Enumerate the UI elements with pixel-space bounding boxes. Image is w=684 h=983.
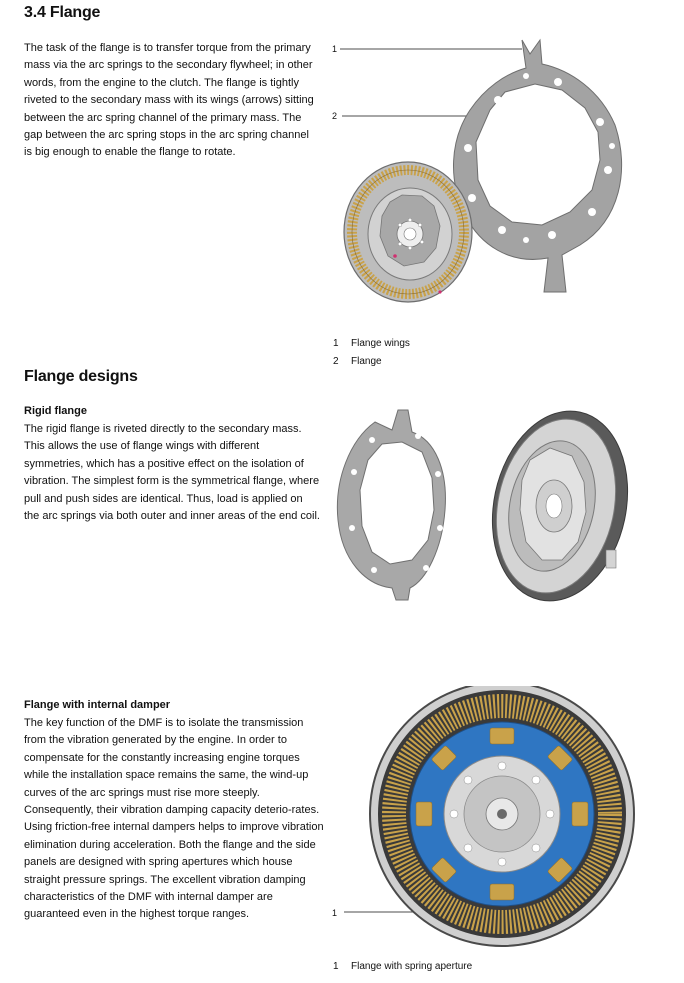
legend-item (333, 353, 410, 371)
legend-text: Flange with spring aperture (351, 961, 473, 972)
rigid-flange-description-text: The rigid flange is riveted directly to the secondary mass. This allows the use of flange wings with different symmetries, which has a positive effect on the isolation of vibration. The simplest form is the symmetrical flange, where pull and push sides are identical. Thus, load is applied on the arc springs via both outer and inner areas of the end coil. (24, 423, 320, 523)
flange-legend (333, 335, 410, 371)
internal-damper-description (24, 715, 326, 924)
flange-description-text: The task of the flange is to transfer torque from the primary mass via the arc springs to the secondary flywheel; in other words, from the engine to the clutch. The flange is tightly riveted to the secondary mass with its wings (arrows) sitting between the arc spring channel of the primary mass. The gap between the arc spring stops in the arc spring channel is big enough to enable the flange to rotate. (24, 42, 314, 159)
internal-damper-figure (330, 686, 640, 956)
legend-num: 1 (333, 338, 339, 349)
legend-item (333, 335, 410, 353)
callout-2: 2 (332, 111, 338, 121)
symmetrical-flange (337, 410, 445, 600)
flange-description (24, 40, 316, 162)
subheading-internal-damper: Flange with internal damper (24, 699, 171, 711)
legend-item (333, 958, 472, 976)
section-heading-flange-designs: Flange designs (24, 368, 138, 385)
damper-legend (333, 958, 472, 976)
legend-num: 1 (333, 961, 339, 972)
legend-text: Flange (351, 356, 382, 367)
rigid-flange-figure (330, 400, 640, 610)
dmf-arc-springs (344, 162, 472, 302)
legend-text: Flange wings (351, 338, 410, 349)
rigid-flange-description (24, 421, 320, 525)
subheading-rigid-flange: Rigid flange (24, 405, 87, 417)
legend-num: 2 (333, 356, 339, 367)
section-heading-flange: 3.4 Flange (24, 4, 101, 21)
dmf-internal-damper (370, 686, 634, 946)
flange-ring (454, 40, 622, 292)
callout-1: 1 (332, 44, 338, 54)
flange-figure (330, 30, 640, 330)
callout-damper-1: 1 (332, 908, 338, 918)
internal-damper-description-text: The key function of the DMF is to isolate the transmission from the vibration generated by the engine. In order to compensate for the constantly increasing engine torques while the installation space remains the same, the wind-up curves of the arc springs must rise more steeply. Consequently, their vibration damping capacity deterio-rates. Using friction-free internal dampers helps to improve vibration elimination during acceleration. Both the flange and the side panels are designed with spring apertures which house straight pressure springs. The excellent vibration damping characteristics of the DMF with internal damper are guaranteed even in the highest torque ranges. (24, 717, 324, 921)
rigid-flange-dmf (475, 400, 640, 610)
